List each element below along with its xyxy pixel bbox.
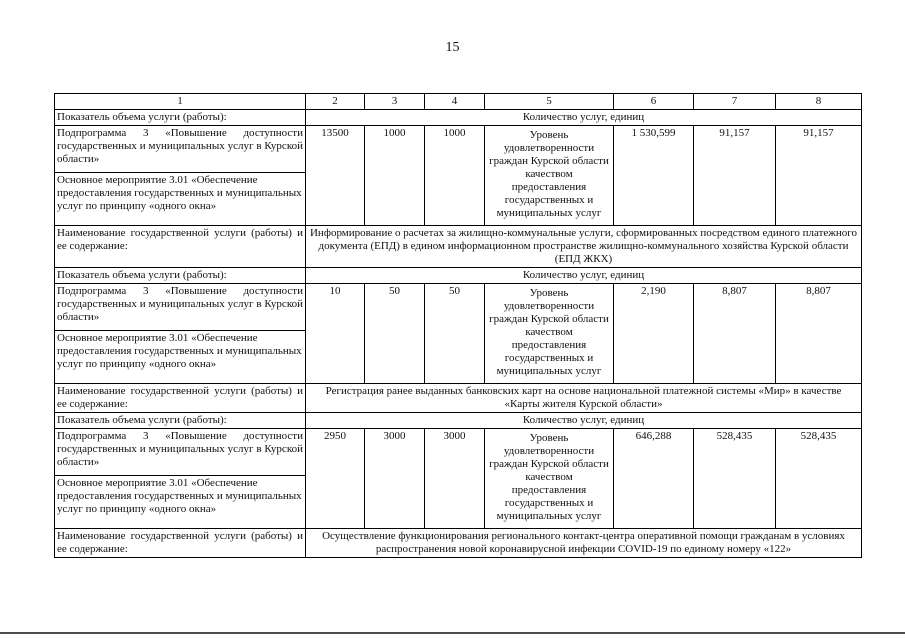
value-col7: 528,435 [694, 429, 776, 529]
data-row [55, 429, 862, 476]
service-name: Информирование о расчетах за жилищно-коммунальные услуги, сформированных посредством единого платежного документа (ЕПД) в едином информационном пространстве жилищно-коммунального хозяйства Курской области (ЕПД ЖКХ) [306, 226, 862, 268]
service-label: Наименование государственной услуги (работы) и ее содержание: [55, 529, 306, 558]
value-col4: 1000 [425, 126, 485, 226]
value-col8: 91,157 [776, 126, 862, 226]
header-cell: 1 [55, 94, 306, 110]
scan-edge-line [0, 632, 905, 634]
measure-cell: Основное мероприятие 3.01 «Обеспечение предоставления государственных и муниципальных услуг по принципу «одного окна» [55, 331, 306, 384]
services-table [54, 93, 862, 558]
value-col4: 3000 [425, 429, 485, 529]
subprogram-cell: Подпрограмма 3 «Повышение доступности государственных и муниципальных услуг в Курской области» [55, 126, 306, 173]
indicator-name: Уровень удовлетворенности граждан Курской области качеством предоставления государственных и муниципальных услуг [485, 429, 614, 529]
header-cell: 3 [365, 94, 425, 110]
value-col3: 1000 [365, 126, 425, 226]
indicator-label: Показатель объема услуги (работы): [55, 268, 306, 284]
value-col6: 2,190 [614, 284, 694, 384]
value-col6: 1 530,599 [614, 126, 694, 226]
measure-cell: Основное мероприятие 3.01 «Обеспечение предоставления государственных и муниципальных услуг по принципу «одного окна» [55, 476, 306, 529]
subprogram-cell: Подпрограмма 3 «Повышение доступности государственных и муниципальных услуг в Курской области» [55, 429, 306, 476]
unit-cell: Количество услуг, единиц [306, 268, 862, 284]
indicator-label: Показатель объема услуги (работы): [55, 110, 306, 126]
value-col2: 2950 [306, 429, 365, 529]
header-cell: 7 [694, 94, 776, 110]
data-row [55, 126, 862, 173]
header-cell: 8 [776, 94, 862, 110]
service-label: Наименование государственной услуги (работы) и ее содержание: [55, 226, 306, 268]
indicator-row [55, 268, 862, 284]
value-col8: 528,435 [776, 429, 862, 529]
service-name: Осуществление функционирования регионального контакт-центра оперативной помощи гражданам в условиях распространения новой коронавирусной инфекции COVID-19 по единому номеру «122» [306, 529, 862, 558]
indicator-label: Показатель объема услуги (работы): [55, 413, 306, 429]
value-col6: 646,288 [614, 429, 694, 529]
header-cell: 6 [614, 94, 694, 110]
value-col7: 91,157 [694, 126, 776, 226]
data-row [55, 284, 862, 331]
indicator-row [55, 110, 862, 126]
unit-cell: Количество услуг, единиц [306, 110, 862, 126]
indicator-name: Уровень удовлетворенности граждан Курской области качеством предоставления государственных и муниципальных услуг [485, 284, 614, 384]
service-label: Наименование государственной услуги (работы) и ее содержание: [55, 384, 306, 413]
value-col2: 10 [306, 284, 365, 384]
page-number: 15 [445, 40, 460, 55]
service-row [55, 226, 862, 268]
unit-cell: Количество услуг, единиц [306, 413, 862, 429]
value-col7: 8,807 [694, 284, 776, 384]
service-row [55, 529, 862, 558]
service-row [55, 384, 862, 413]
header-cell: 5 [485, 94, 614, 110]
value-col4: 50 [425, 284, 485, 384]
measure-cell: Основное мероприятие 3.01 «Обеспечение предоставления государственных и муниципальных услуг по принципу «одного окна» [55, 173, 306, 226]
subprogram-cell: Подпрограмма 3 «Повышение доступности государственных и муниципальных услуг в Курской области» [55, 284, 306, 331]
header-row [55, 94, 862, 110]
value-col3: 50 [365, 284, 425, 384]
indicator-row [55, 413, 862, 429]
value-col8: 8,807 [776, 284, 862, 384]
header-cell: 2 [306, 94, 365, 110]
indicator-name: Уровень удовлетворенности граждан Курской области качеством предоставления государственных и муниципальных услуг [485, 126, 614, 226]
value-col2: 13500 [306, 126, 365, 226]
header-cell: 4 [425, 94, 485, 110]
value-col3: 3000 [365, 429, 425, 529]
service-name: Регистрация ранее выданных банковских карт на основе национальной платежной системы «Мир» в качестве «Карты жителя Курской области» [306, 384, 862, 413]
